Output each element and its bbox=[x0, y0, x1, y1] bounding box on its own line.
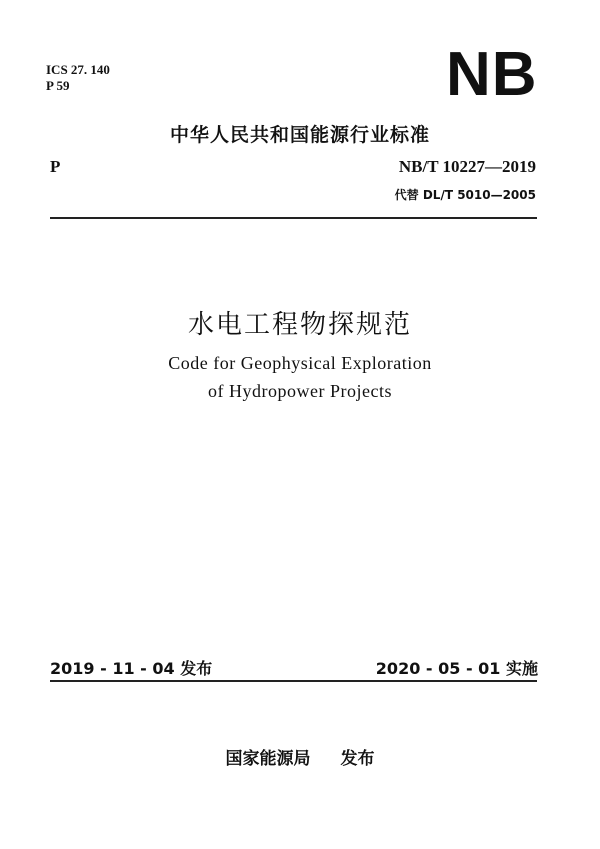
publish-date: 2019 - 11 - 04 发布 bbox=[50, 659, 213, 678]
issuer-line bbox=[0, 744, 600, 769]
title-english-line1: Code for Geophysical Exploration bbox=[168, 353, 432, 373]
replaces-standard: 代替 DL/T 5010—2005 bbox=[394, 188, 536, 202]
footer-divider bbox=[50, 680, 537, 682]
classification-letter: P bbox=[50, 157, 61, 176]
ics-block bbox=[46, 62, 110, 94]
organization-title: 中华人民共和国能源行业标准 bbox=[169, 124, 430, 146]
header-divider bbox=[50, 217, 537, 219]
title-chinese: 水电工程物探规范 bbox=[187, 310, 412, 340]
issuer-action: 发布 bbox=[340, 749, 375, 769]
title-english-line2: of Hydropower Projects bbox=[208, 381, 392, 401]
implement-date: 2020 - 05 - 01 实施 bbox=[375, 659, 538, 678]
nb-logo: NB bbox=[446, 40, 538, 109]
issuer-name: 国家能源局 bbox=[225, 749, 311, 769]
ics-code: ICS 27. 140 bbox=[46, 62, 110, 77]
standard-number: NB/T 10227—2019 bbox=[398, 157, 536, 176]
class-code: P 59 bbox=[46, 78, 70, 93]
